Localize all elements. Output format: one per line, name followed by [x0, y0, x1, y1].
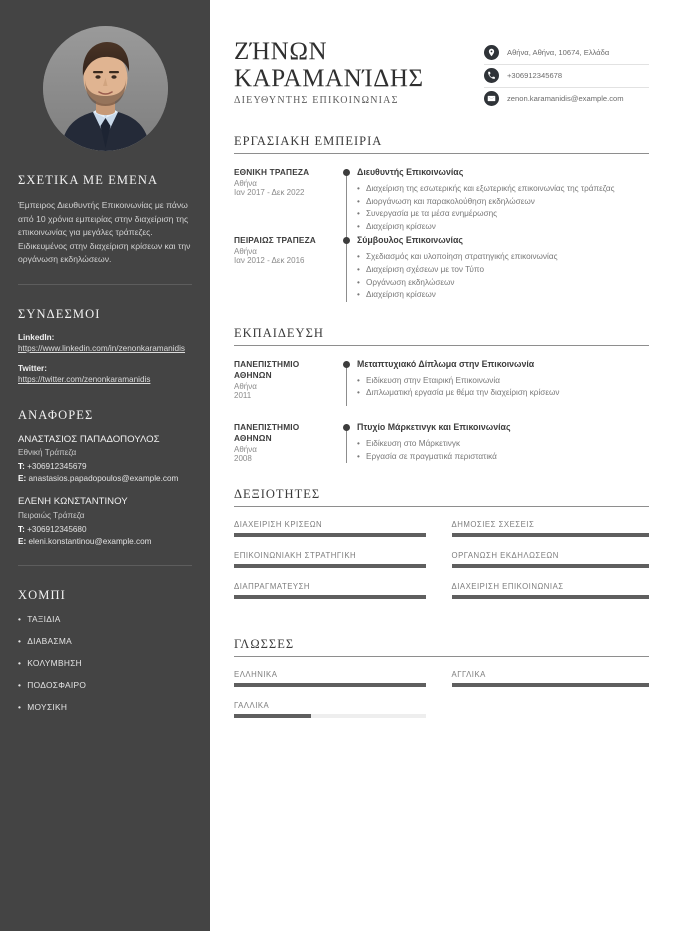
bullet: • Ειδίκευση στο Μάρκετινγκ: [357, 438, 649, 451]
language-item: [234, 670, 442, 687]
section-rule: [234, 345, 649, 346]
bullet: • Οργάνωση εκδηλώσεων: [357, 277, 649, 290]
entry-body: [357, 167, 649, 233]
skill-track: [234, 533, 426, 537]
bullet: • Διοργάνωση και παρακολούθηση εκδηλώσεων: [357, 196, 649, 209]
contact-list: [484, 38, 649, 110]
timeline-dot-icon: [343, 169, 350, 176]
reference-org: Εθνική Τράπεζα: [18, 448, 77, 458]
reference-item: [18, 496, 192, 548]
email-value[interactable]: eleni.konstantinou@example.com: [28, 536, 152, 546]
experience-entry: [234, 235, 649, 301]
timeline-rail: [339, 235, 357, 301]
timeline-rail: [339, 167, 357, 233]
entry-location: Αθήνα: [234, 381, 257, 391]
section-rule: [234, 656, 649, 657]
skill-label: ΟΡΓΑΝΩΣΗ ΕΚΔΗΛΩΣΕΩΝ: [451, 551, 559, 561]
hobby-item: • ΤΑΞΙΔΙΑ: [18, 614, 192, 624]
education-entry: [234, 359, 649, 400]
language-fill: [452, 683, 650, 687]
skill-item: [442, 520, 650, 537]
skill-label: ΔΗΜΟΣΙΕΣ ΣΧΕΣΕΙΣ: [451, 520, 535, 530]
hobby-item: • ΠΟΔΟΣΦΑΙΡΟ: [18, 680, 192, 690]
bullet: • Διπλωματική εργασία με θέμα την διαχείριση κρίσεων: [357, 387, 649, 400]
sidebar: [0, 0, 210, 931]
entry-dates: 2008: [234, 453, 252, 463]
languages-grid: [234, 670, 649, 732]
language-fill: [234, 683, 426, 687]
entry-role: Πτυχίο Μάρκετινγκ και Επικοινωνίας: [357, 421, 511, 432]
skills-heading: ΔΕΞΙΟΤΗΤΕΣ: [234, 487, 321, 502]
entry-meta: [234, 359, 339, 400]
entry-role: Μεταπτυχιακό Δίπλωμα στην Επικοινωνία: [357, 358, 535, 369]
references-heading: ΑΝΑΦΟΡΕΣ: [18, 407, 94, 422]
email-text: zenon.karamanidis@example.com: [507, 94, 624, 103]
section-rule: [234, 506, 649, 507]
reference-name: ΕΛΕΝΗ ΚΩΝΣΤΑΝΤΙΝΟΥ: [18, 496, 128, 508]
phone-value: +306912345679: [27, 462, 87, 472]
entry-location: Αθήνα: [234, 179, 257, 188]
avatar: [18, 26, 192, 151]
bullet: • Διαχείριση σχέσεων με τον Τύπο: [357, 264, 649, 277]
spacer: [234, 402, 649, 422]
skill-item: [234, 520, 442, 537]
entry-location: Αθήνα: [234, 444, 257, 454]
email-label: E:: [18, 536, 27, 546]
education-section: [234, 326, 649, 463]
language-track: [234, 683, 426, 687]
timeline-rail: [339, 422, 357, 463]
skill-fill: [452, 533, 650, 537]
links-section: [18, 307, 192, 386]
phone-value: +306912345680: [27, 524, 87, 534]
experience-heading: ΕΡΓΑΣΙΑΚΗ ΕΜΠΕΙΡΙΑ: [234, 134, 383, 148]
entry-dates: 2011: [234, 390, 252, 400]
skills-grid: [234, 520, 649, 613]
skill-track: [234, 564, 426, 568]
skill-track: [234, 595, 426, 599]
entry-org: ΠΑΝΕΠΙΣΤΗΜΙΟ ΑΘΗΝΩΝ: [234, 421, 300, 443]
phone-text: +306912345678: [507, 71, 563, 80]
languages-heading: ΓΛΩΣΣΕΣ: [234, 637, 295, 652]
language-item: [442, 670, 650, 687]
linkedin-url[interactable]: https://www.linkedin.com/in/zenonkaramanidis: [18, 343, 186, 353]
language-label: ΕΛΛΗΝΙΚΑ: [234, 670, 278, 680]
section-rule: [234, 153, 649, 154]
phone-icon: [484, 68, 499, 83]
about-text: Έμπειρος Διευθυντής Επικοινωνίας με πάνω από 10 χρόνια εμπειρίας στην διαχείριση της επικοινωνίας για μεγάλες τράπεζες. Ειδικευμένος στην διαχείριση κρίσεων και την οργάνωση εκδηλώσεων.: [18, 200, 191, 265]
language-label: ΓΑΛΛΙΚΑ: [234, 701, 270, 711]
reference-org: Πειραιώς Τράπεζα: [18, 510, 85, 520]
timeline-line: [346, 237, 347, 301]
skill-label: ΔΙΑΧΕΙΡΙΣΗ ΕΠΙΚΟΙΝΩΝΙΑΣ: [451, 582, 564, 592]
hobby-item: • ΜΟΥΣΙΚΗ: [18, 702, 192, 712]
language-track: [234, 714, 426, 718]
contact-phone: [484, 65, 649, 88]
timeline-dot-icon: [343, 237, 350, 244]
envelope-icon: [484, 91, 499, 106]
entry-role: Σύμβουλος Επικοινωνίας: [357, 235, 463, 246]
profile-photo: [43, 26, 168, 151]
entry-org: ΠΑΝΕΠΙΣΤΗΜΙΟ ΑΘΗΝΩΝ: [234, 358, 300, 380]
language-label: ΑΓΓΛΙΚΑ: [451, 670, 486, 680]
bullet: • Διαχείριση κρίσεων: [357, 221, 649, 234]
language-track: [452, 683, 650, 687]
timeline-line: [346, 169, 347, 239]
language-fill: [234, 714, 311, 718]
skill-fill: [234, 533, 426, 537]
hobbies-section: [18, 588, 192, 712]
experience-section: [234, 134, 649, 302]
experience-entry: [234, 167, 649, 233]
bullet: • Ειδίκευση στην Εταιρική Επικοινωνία: [357, 375, 649, 388]
divider: [18, 565, 192, 566]
entry-meta: [234, 422, 339, 463]
entry-bullets: [357, 183, 649, 233]
reference-phone: [18, 461, 192, 473]
bullet: • Συνεργασία με τα μέσα ενημέρωσης: [357, 208, 649, 221]
phone-label: T:: [18, 524, 25, 534]
entry-bullets: [357, 251, 649, 301]
entry-body: [357, 235, 649, 301]
phone-label: T:: [18, 462, 25, 472]
skill-fill: [452, 595, 650, 599]
timeline-dot-icon: [343, 361, 350, 368]
skill-fill: [452, 564, 650, 568]
bullet: • Διαχείριση της εσωτερικής και εξωτερικής επικοινωνίας της τράπεζας: [357, 183, 649, 196]
main-content: [210, 0, 675, 931]
hobby-item: • ΔΙΑΒΑΣΜΑ: [18, 636, 192, 646]
education-entry: [234, 422, 649, 463]
timeline-rail: [339, 359, 357, 400]
timeline-dot-icon: [343, 424, 350, 431]
skill-fill: [234, 595, 426, 599]
entry-body: [357, 359, 649, 400]
skills-section: [234, 487, 649, 613]
about-section: [18, 173, 192, 285]
last-name: ΚΑΡΑΜΑΝΊΔΗΣ: [234, 65, 424, 92]
job-title: ΔΙΕΥΘΥΝΤΗΣ ΕΠΙΚΟΙΝΩΝΙΑΣ: [234, 95, 399, 106]
links-heading: ΣΥΝΔΕΣΜΟΙ: [18, 306, 101, 321]
bullet: • Διαχείριση κρίσεων: [357, 289, 649, 302]
education-heading: ΕΚΠΑΙΔΕΥΣΗ: [234, 325, 324, 340]
languages-section: [234, 637, 649, 732]
skill-label: ΔΙΑΧΕΙΡΙΣΗ ΚΡΙΣΕΩΝ: [234, 520, 323, 530]
skill-item: [442, 551, 650, 568]
header: [234, 38, 649, 110]
skill-track: [452, 533, 650, 537]
entry-meta: [234, 167, 339, 233]
skill-label: ΔΙΑΠΡΑΓΜΑΤΕΥΣΗ: [234, 582, 311, 592]
entry-dates: Ιαν 2017 - Δεκ 2022: [234, 188, 305, 197]
address-text: Αθήνα, Αθήνα, 10674, Ελλάδα: [507, 48, 610, 57]
twitter-url[interactable]: https://twitter.com/zenonkaramanidis: [18, 375, 151, 385]
email-value[interactable]: anastasios.papadopoulos@example.com: [28, 474, 179, 484]
references-section: [18, 408, 192, 566]
first-name: ΖΉΝΩΝ: [234, 38, 328, 65]
entry-meta: [234, 235, 339, 301]
reference-item: [18, 434, 192, 486]
skill-item: [442, 582, 650, 599]
skill-fill: [234, 564, 426, 568]
location-pin-icon: [484, 45, 499, 60]
contact-email: [484, 88, 649, 110]
entry-org: ΠΕΙΡΑΙΩΣ ΤΡΑΠΕΖΑ: [234, 235, 316, 246]
entry-dates: Ιαν 2012 - Δεκ 2016: [234, 256, 305, 266]
bullet: • Εργασία σε πραγματικά περιστατικά: [357, 451, 649, 464]
reference-email: [18, 536, 192, 548]
contact-address: [484, 42, 649, 65]
hobby-item: • ΚΟΛΥΜΒΗΣΗ: [18, 658, 192, 668]
skill-item: [234, 551, 442, 568]
entry-bullets: [357, 375, 649, 400]
reference-phone: [18, 524, 192, 536]
about-heading: ΣΧΕΤΙΚΑ ΜΕ ΕΜΕΝΑ: [18, 173, 159, 187]
reference-name: ΑΝΑΣΤΑΣΙΟΣ ΠΑΠΑΔΟΠΟΥΛΟΣ: [18, 433, 160, 445]
language-item: [234, 701, 442, 718]
entry-org: ΕΘΝΙΚΗ ΤΡΑΠΕΖΑ: [234, 167, 310, 177]
entry-body: [357, 422, 649, 463]
skill-track: [452, 595, 650, 599]
reference-email: [18, 473, 192, 485]
bullet: • Σχεδιασμός και υλοποίηση στρατηγικής επικοινωνίας: [357, 251, 649, 264]
entry-bullets: [357, 438, 649, 463]
skill-label: ΕΠΙΚΟΙΝΩΝΙΑΚΗ ΣΤΡΑΤΗΓΙΚΗ: [234, 551, 357, 561]
skill-track: [452, 564, 650, 568]
hobbies-heading: ΧΟΜΠΙ: [18, 587, 66, 602]
linkedin-label: LinkedIn:: [18, 332, 55, 342]
twitter-label: Twitter:: [18, 364, 47, 374]
entry-location: Αθήνα: [234, 247, 257, 257]
entry-role: Διευθυντής Επικοινωνίας: [357, 167, 464, 177]
divider: [18, 284, 192, 285]
name-block: [234, 38, 484, 106]
email-label: E:: [18, 474, 27, 484]
skill-item: [234, 582, 442, 599]
